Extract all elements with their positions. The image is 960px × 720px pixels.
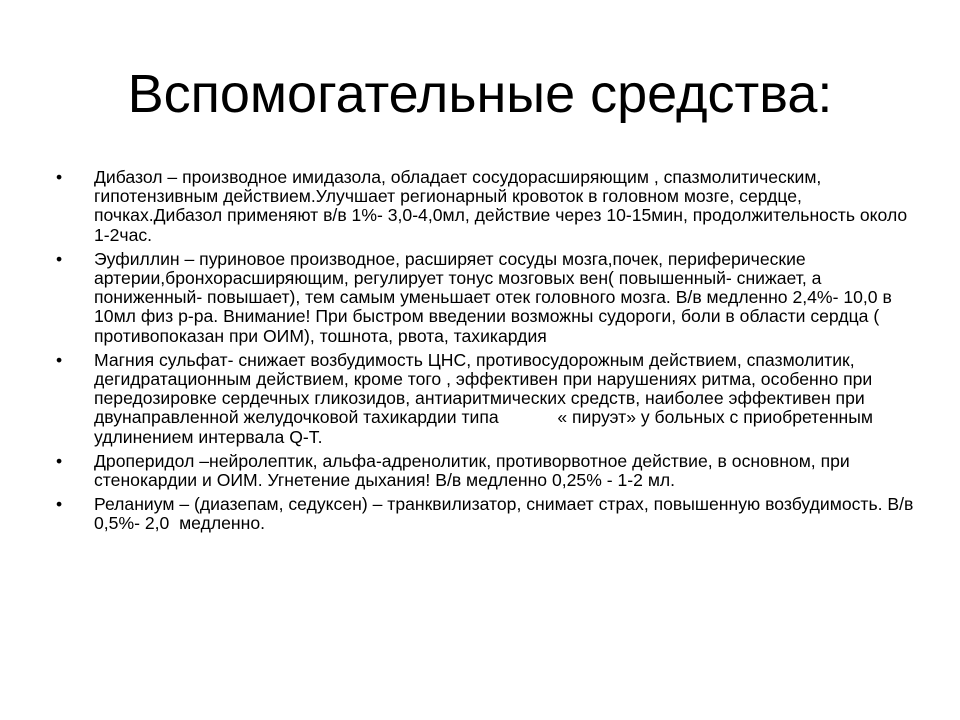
- bullet-icon: •: [56, 494, 63, 515]
- bullet-icon: •: [56, 167, 63, 187]
- list-item: [56, 494, 919, 534]
- list-item: [56, 250, 916, 346]
- bullet-text: Дроперидол –нейролептик, альфа-адренолитик, противорвотное действие, в основном, при стенокардии и ОИМ. Угнетение дыхания! В/в медленно 0,25% - 1-2 мл.: [94, 450, 850, 491]
- bullet-list: [56, 167, 919, 539]
- bullet-text: Эуфиллин – пуриновое производное, расширяет сосуды мозга,почек, периферические артерии,бронхорасширяющим, регулирует тонус мозговых вен( повышенный- снижает, а пониженный- повышает), тем самым уменьшает отек головного мозга. В/в медленно 2,4%- 10,0 в 10мл физ р-ра. Внимание! При быстром введении возможны судороги, боли в области сердца ( противопоказан при ОИМ), тошнота, рвота, тахикардия: [94, 248, 892, 346]
- bullet-text: Магния сульфат- снижает возбудимость ЦНС, противосудорожным действием, спазмолитик, дегидратационным действием, кроме того , эффективен при нарушениях ритма, особенно при передозировке сердечных гликозидов, антиаритмических средств, наиболее эффективен при двунаправленной желудочковой тахикардии типа « пируэт» у больных с приобретенным удлинением интервала Q-T.: [94, 349, 878, 447]
- list-item: [56, 168, 916, 245]
- list-item: [56, 452, 916, 490]
- bullet-text: Дибазол – производное имидазола, обладает сосудорасширяющим , спазмолитическим, гипотензивным действием.Улучшает регионарный кровоток в головном мозге, сердце, почках.Дибазол применяют в/в 1%- 3,0-4,0мл, действие через 10-15мин, продолжительность около 1-2час.: [94, 167, 908, 245]
- bullet-icon: •: [56, 450, 63, 471]
- bullet-text: Реланиум – (диазепам, седуксен) – транквилизатор, снимает страх, повышенную возбудимость. В/в 0,5%- 2,0 медленно.: [94, 494, 919, 534]
- list-item: [56, 351, 916, 447]
- bullet-icon: •: [56, 349, 63, 370]
- slide-title: Вспомогательные средства:: [127, 64, 833, 124]
- bullet-icon: •: [56, 248, 63, 269]
